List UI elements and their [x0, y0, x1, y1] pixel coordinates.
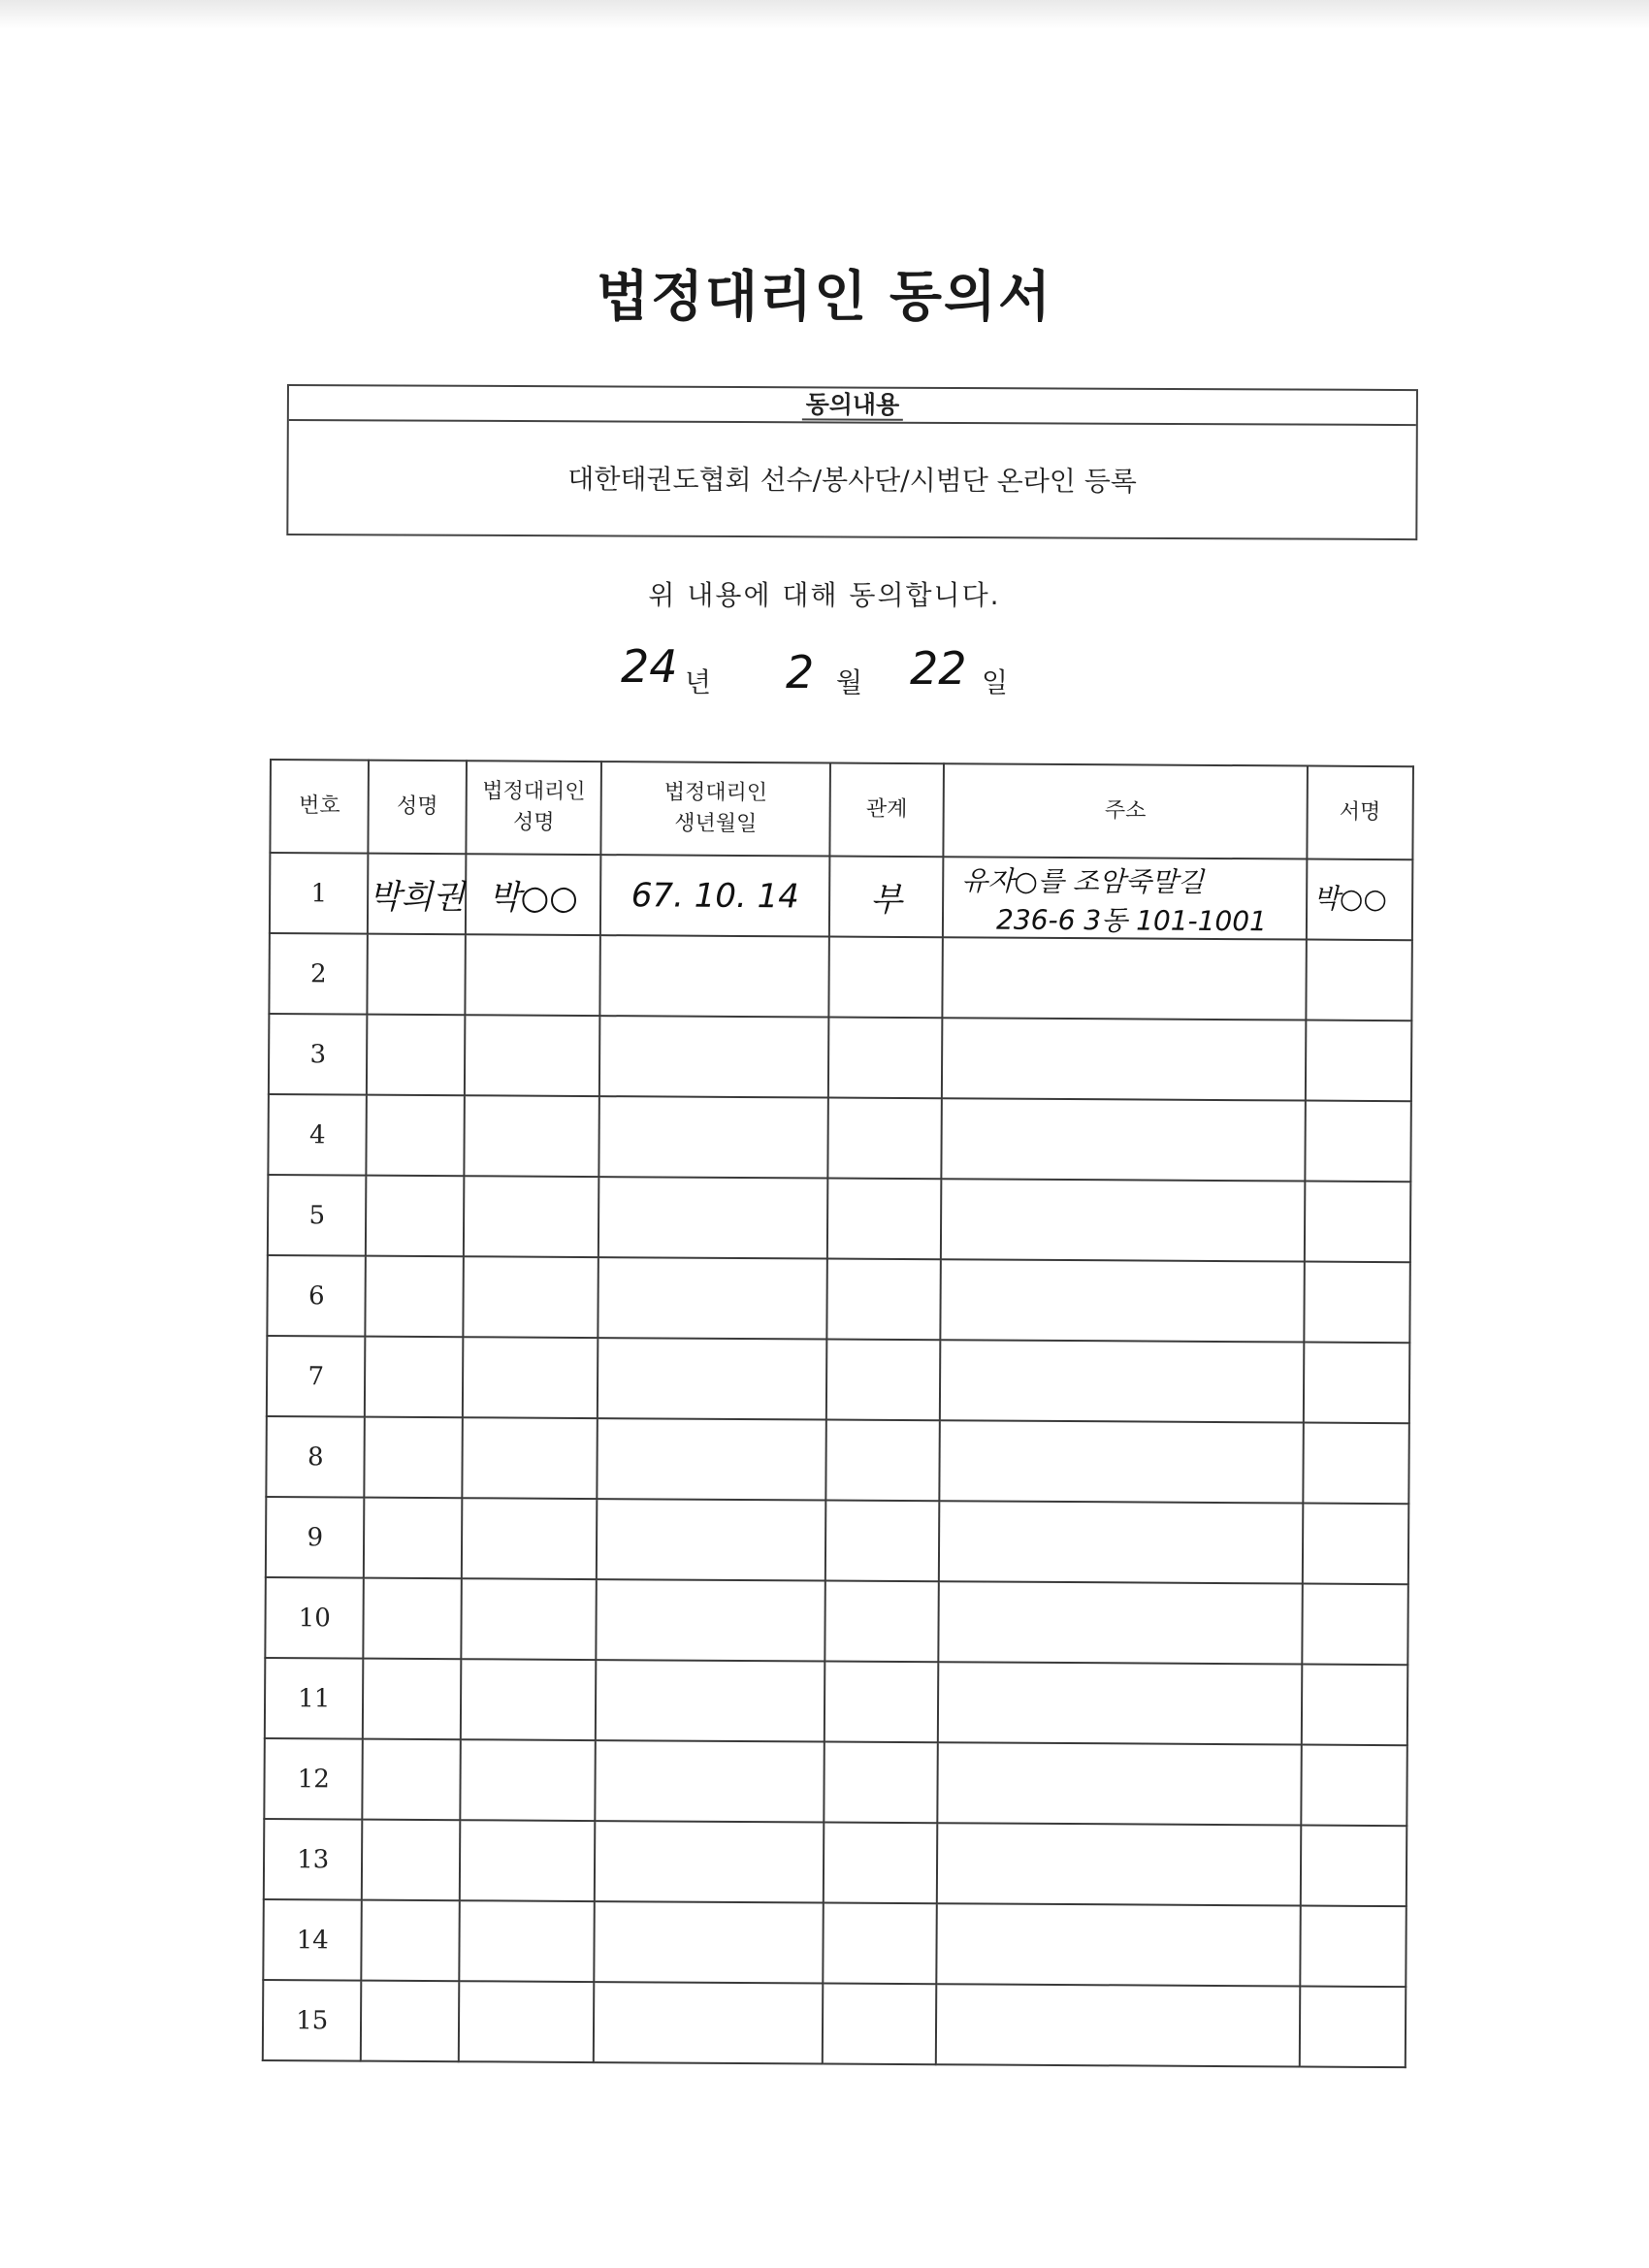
- header-address: 주소: [944, 763, 1308, 859]
- cell-guardian-name[interactable]: [459, 1981, 595, 2062]
- cell-signature[interactable]: [1307, 859, 1413, 941]
- table-row: [266, 1416, 1408, 1504]
- cell-relation[interactable]: [827, 1179, 942, 1260]
- cell-name[interactable]: [363, 1659, 461, 1740]
- cell-guardian-name[interactable]: [466, 854, 601, 935]
- table-row: [269, 1014, 1411, 1101]
- table-row: [268, 1175, 1410, 1262]
- date-month-label: 월: [836, 666, 863, 698]
- consent-header: [289, 386, 1416, 426]
- cell-name[interactable]: [365, 1337, 463, 1418]
- cell-signature[interactable]: [1301, 1826, 1407, 1907]
- cell-relation[interactable]: [824, 1662, 939, 1743]
- cell-signature[interactable]: [1301, 1745, 1407, 1827]
- page-title: 법정대리인 동의서: [596, 266, 1053, 329]
- cell-signature[interactable]: [1300, 1987, 1406, 2068]
- cell-relation[interactable]: [827, 1098, 942, 1180]
- table-row: [267, 1336, 1409, 1423]
- header-signature: 서명: [1307, 766, 1413, 860]
- cell-address[interactable]: [937, 1823, 1301, 1905]
- consent-box: [286, 384, 1418, 540]
- cell-no: 13: [264, 1819, 363, 1900]
- cell-no: 6: [267, 1255, 366, 1337]
- cell-no: 2: [269, 933, 368, 1015]
- header-guardian-name-line1: 법정대리인: [482, 779, 586, 804]
- cell-no: 5: [268, 1175, 367, 1256]
- cell-address[interactable]: [941, 1098, 1305, 1181]
- cell-no: 12: [264, 1738, 363, 1820]
- cell-name[interactable]: [366, 1256, 464, 1338]
- cell-guardian-name[interactable]: [461, 1578, 597, 1660]
- cell-name[interactable]: [365, 1417, 463, 1499]
- cell-name[interactable]: [367, 1095, 465, 1177]
- cell-relation[interactable]: [826, 1259, 941, 1341]
- cell-relation[interactable]: [828, 937, 943, 1019]
- cell-name-value: 박희권: [369, 877, 466, 918]
- header-guardian-name: [466, 761, 601, 855]
- cell-signature[interactable]: [1303, 1504, 1409, 1585]
- date-day-value: 22: [910, 642, 967, 695]
- table-row: [264, 1819, 1406, 1906]
- table-row: [265, 1658, 1407, 1745]
- cell-signature[interactable]: [1304, 1343, 1410, 1424]
- cell-guardian-birth[interactable]: [597, 1499, 825, 1580]
- header-guardian-birth: [601, 761, 830, 856]
- cell-guardian-name[interactable]: [459, 1900, 595, 1982]
- cell-signature[interactable]: [1302, 1584, 1408, 1666]
- cell-guardian-name[interactable]: [462, 1417, 598, 1499]
- cell-guardian-birth[interactable]: [600, 935, 829, 1017]
- cell-guardian-birth[interactable]: [598, 1257, 827, 1339]
- cell-relation[interactable]: [829, 857, 944, 938]
- cell-relation[interactable]: [824, 1581, 939, 1663]
- cell-no: 4: [268, 1094, 367, 1176]
- header-name: 성명: [369, 761, 467, 855]
- cell-relation[interactable]: [824, 1742, 938, 1824]
- cell-signature[interactable]: [1302, 1665, 1408, 1746]
- cell-guardian-birth[interactable]: [600, 855, 829, 936]
- table-row: [265, 1577, 1407, 1665]
- cell-address[interactable]: [936, 1903, 1300, 1986]
- cell-name[interactable]: [362, 1820, 460, 1901]
- cell-relation[interactable]: [826, 1340, 941, 1421]
- cell-guardian-birth[interactable]: [597, 1579, 825, 1661]
- cell-no: 10: [265, 1577, 364, 1659]
- cell-no: 14: [263, 1899, 362, 1981]
- cell-relation[interactable]: [825, 1501, 940, 1582]
- date-month-value: 2: [786, 646, 815, 698]
- cell-address[interactable]: [937, 1742, 1301, 1825]
- cell-signature-value: 박○○: [1312, 882, 1387, 916]
- cell-name[interactable]: [368, 934, 466, 1016]
- cell-guardian-name[interactable]: [463, 1337, 598, 1418]
- cell-guardian-birth[interactable]: [599, 1096, 828, 1178]
- table-header-row: [270, 760, 1413, 859]
- cell-guardian-name[interactable]: [464, 1095, 599, 1177]
- cell-guardian-name[interactable]: [462, 1498, 598, 1579]
- cell-no: 7: [267, 1336, 366, 1417]
- cell-guardian-birth[interactable]: [598, 1418, 826, 1500]
- cell-address[interactable]: [936, 1984, 1300, 2066]
- date-year-label: 년: [685, 666, 712, 698]
- cell-address-line1: 유자○를 조암죽말길: [961, 864, 1205, 898]
- date-day-label: 일: [982, 666, 1009, 698]
- cell-name[interactable]: [364, 1578, 462, 1660]
- agreement-text: 위 내용에 대해 동의합니다.: [648, 579, 1001, 611]
- cell-relation-value: 부: [870, 880, 903, 920]
- table-row: [269, 933, 1411, 1021]
- cell-no: 1: [270, 853, 369, 934]
- cell-signature[interactable]: [1300, 1906, 1406, 1988]
- cell-address-line2: 236-6 3동 101-1001: [996, 903, 1268, 938]
- table-row: [263, 1899, 1406, 1987]
- cell-signature[interactable]: [1304, 1262, 1410, 1344]
- cell-name[interactable]: [362, 1900, 460, 1982]
- header-no: 번호: [270, 760, 369, 854]
- cell-no: 15: [263, 1980, 362, 2061]
- cell-guardian-birth[interactable]: [599, 1016, 828, 1097]
- cell-name[interactable]: [368, 854, 466, 935]
- registration-table-wrapper: [262, 759, 1414, 2035]
- cell-address[interactable]: [938, 1581, 1302, 1664]
- consent-header-label: 동의내용: [802, 390, 904, 420]
- cell-name[interactable]: [367, 1015, 465, 1096]
- cell-no: 11: [265, 1658, 364, 1739]
- cell-guardian-name[interactable]: [461, 1659, 597, 1740]
- cell-guardian-birth-value: 67. 10. 14: [630, 875, 799, 916]
- header-guardian-birth-line1: 법정대리인: [663, 780, 768, 806]
- cell-signature[interactable]: [1306, 940, 1412, 1021]
- cell-guardian-name-value: 박○○: [488, 878, 579, 918]
- header-guardian-name-line2: 성명: [512, 810, 555, 835]
- table-row: [270, 853, 1412, 940]
- scan-edge-shade: [0, 0, 1649, 29]
- cell-no: 3: [269, 1014, 368, 1095]
- cell-guardian-name[interactable]: [465, 934, 600, 1016]
- cell-relation[interactable]: [823, 1903, 937, 1985]
- date-line: [621, 640, 1067, 706]
- cell-guardian-name[interactable]: [465, 1015, 600, 1096]
- cell-signature[interactable]: [1305, 1101, 1411, 1183]
- cell-address-value: [961, 861, 1267, 941]
- cell-guardian-birth[interactable]: [596, 1660, 824, 1741]
- cell-name[interactable]: [361, 1981, 459, 2062]
- header-relation: 관계: [829, 763, 944, 858]
- cell-guardian-name[interactable]: [460, 1820, 596, 1901]
- cell-name[interactable]: [366, 1176, 464, 1257]
- cell-no: 9: [266, 1497, 365, 1578]
- cell-signature[interactable]: [1306, 1021, 1412, 1102]
- table-row: [263, 1980, 1406, 2067]
- table-row: [264, 1738, 1406, 1826]
- cell-no: 8: [266, 1416, 365, 1498]
- cell-address[interactable]: [939, 1501, 1303, 1583]
- cell-address[interactable]: [942, 937, 1306, 1020]
- cell-guardian-birth[interactable]: [598, 1177, 827, 1258]
- cell-guardian-name[interactable]: [463, 1256, 598, 1338]
- date-year-value: 24: [621, 640, 678, 693]
- cell-signature[interactable]: [1303, 1423, 1409, 1505]
- cell-guardian-birth[interactable]: [598, 1338, 826, 1419]
- cell-address[interactable]: [943, 857, 1307, 939]
- table-row: [268, 1094, 1410, 1182]
- cell-relation[interactable]: [824, 1823, 938, 1904]
- cell-signature[interactable]: [1305, 1182, 1411, 1263]
- cell-address[interactable]: [938, 1662, 1302, 1744]
- cell-guardian-birth[interactable]: [595, 1821, 824, 1902]
- cell-name[interactable]: [363, 1739, 461, 1821]
- cell-address[interactable]: [940, 1259, 1304, 1342]
- cell-guardian-name[interactable]: [460, 1739, 596, 1821]
- cell-guardian-birth[interactable]: [594, 1982, 823, 2063]
- header-guardian-birth-line2: 생년월일: [674, 811, 758, 837]
- consent-body: 대한태권도협회 선수/봉사단/시범단 온라인 등록: [567, 463, 1137, 498]
- cell-address[interactable]: [941, 1179, 1305, 1261]
- registration-table: [262, 759, 1414, 2068]
- cell-address[interactable]: [939, 1420, 1303, 1503]
- cell-guardian-name[interactable]: [464, 1176, 599, 1257]
- cell-name[interactable]: [364, 1498, 462, 1579]
- cell-guardian-birth[interactable]: [595, 1901, 824, 1983]
- cell-address[interactable]: [940, 1340, 1304, 1422]
- cell-relation[interactable]: [823, 1984, 937, 2065]
- table-row: [267, 1255, 1409, 1343]
- cell-relation[interactable]: [828, 1018, 943, 1099]
- cell-guardian-birth[interactable]: [596, 1740, 824, 1822]
- cell-relation[interactable]: [825, 1420, 940, 1502]
- cell-address[interactable]: [942, 1018, 1306, 1100]
- table-row: [266, 1497, 1408, 1584]
